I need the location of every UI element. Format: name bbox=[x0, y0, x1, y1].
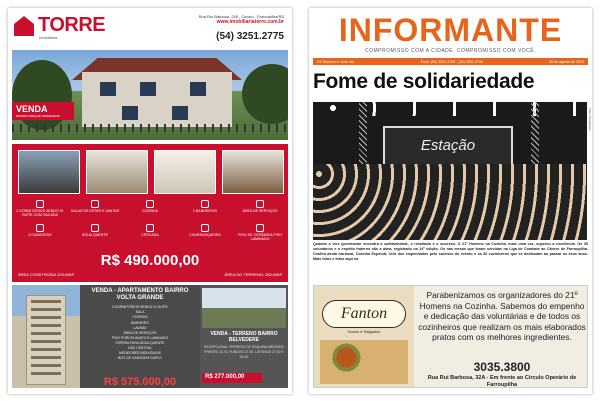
feature-item bbox=[124, 200, 176, 213]
venda-badge bbox=[12, 102, 74, 120]
stage-sign: Estação bbox=[383, 126, 513, 166]
bed-icon bbox=[36, 200, 44, 208]
right-page-newspaper bbox=[309, 8, 592, 394]
logo-sub: Imobiliária bbox=[39, 35, 58, 40]
area-built: ÁREA CONSTRUÍDA 220,00M² bbox=[18, 272, 75, 277]
house-logo-icon bbox=[14, 16, 34, 36]
fanton-ad bbox=[313, 285, 588, 388]
ad-address: Rua Rui Barbosa, 32A - Em frente ao Círculo Operário de Farroupilha bbox=[427, 375, 577, 388]
food-photo bbox=[320, 340, 408, 384]
fanton-logo: Fanton bbox=[322, 300, 406, 328]
apartment-title: VENDA - APARTAMENTO BAIRRO VOLTA GRANDE bbox=[91, 288, 189, 301]
thumb-photo-living bbox=[86, 150, 148, 194]
torre-logo bbox=[14, 14, 104, 42]
land-photo bbox=[202, 288, 286, 328]
sofa-icon bbox=[91, 200, 99, 208]
feature-label: PISO DE CERÂMICA PISO LAMINADO bbox=[238, 233, 282, 242]
water-icon bbox=[91, 224, 99, 232]
ad-header bbox=[8, 8, 292, 48]
venda-badge-label: VENDA bbox=[16, 104, 48, 114]
issue-date: 28 de agosto de 2019 bbox=[549, 59, 584, 64]
feature-label: CHURRASQUEIRA bbox=[189, 233, 221, 237]
apartment-feature: 3 DORMITÓRIOS SENDO 01 SUÍTE bbox=[112, 305, 168, 310]
thumb-photo-room bbox=[222, 150, 284, 194]
left-page-real-estate-ad bbox=[8, 8, 292, 394]
ad-image-panel bbox=[314, 286, 414, 387]
feature-item bbox=[69, 224, 121, 237]
apartment-listing bbox=[84, 288, 196, 388]
photo-caption: Quando o vice governador encontra a solidariedade, o resultado é o sucesso. O 21º Homens na Cozinha, mais uma vez, superou a excelência. Os 35 voluntários e o espírito fraterno são a alma, registrado na 14ª edição. Os nas mesas que foram servidas na Liga de Combate ao Câncer de Farroupilha. Confira ainda nacional, Cozinha Especial, Unir dos empenhados pelo sucesso do evento e os 30 cozinheiros que se dedicaram ao passar os seus anos. Mais fotos e fotos aqui na bbox=[313, 242, 588, 261]
feature-label: 2 GARAGENS bbox=[28, 233, 52, 237]
land-price: R$ 277.000,00 bbox=[202, 373, 262, 383]
headline bbox=[313, 70, 588, 94]
feature-item bbox=[14, 224, 66, 237]
event-photo bbox=[313, 102, 587, 240]
feature-item bbox=[179, 224, 231, 237]
fanton-sub: Doces e Salgados bbox=[347, 329, 381, 334]
feature-item bbox=[179, 200, 231, 213]
laundry-icon bbox=[256, 200, 264, 208]
venda-badge-sub: BAIRRO PARQUE IMPERADOR bbox=[16, 114, 60, 118]
apartment-feature: COZINHA bbox=[132, 315, 148, 320]
crowd-graphic bbox=[313, 164, 587, 240]
listing-panel bbox=[12, 144, 288, 282]
feature-item bbox=[234, 224, 286, 242]
photo-credit: Foto: Divulgação bbox=[588, 108, 592, 131]
feature-item bbox=[234, 200, 286, 213]
tagline: COMPROMISSO COM A CIDADE. COMPROMISSO COM VOCÊ. bbox=[364, 48, 536, 54]
apartment-price: R$ 575.000,00 bbox=[103, 376, 177, 388]
feature-label: COZINHA bbox=[141, 209, 159, 213]
apartment-feature: BANHEIRO bbox=[131, 320, 149, 325]
apartment-feature: ESPERA PARA ÁGUA QUENTE bbox=[115, 340, 165, 345]
apartment-feature: SALA bbox=[135, 310, 145, 315]
apartment-feature: ÁREA DE SERVIÇOS bbox=[123, 330, 157, 335]
contact-phone: (54) 3251.2775 bbox=[216, 31, 284, 42]
car-icon bbox=[36, 224, 44, 232]
feature-label: 3 DORMITÓRIOS SENDO 01 SUÍTE COM SACADA bbox=[16, 209, 64, 218]
contact-address: Rua Rui Barbosa, 245 - Centro - Farroupilha/RS bbox=[198, 14, 284, 19]
land-description: EXCEPCIONAL TERRENO DE ESQUINA MEDINDO FRENTE 15,70, FUNDOS 17,00, LATERAIS 27,00 E 30,00 bbox=[203, 345, 285, 359]
apartment-feature: GÁS CENTRAL bbox=[128, 346, 152, 351]
feature-item bbox=[14, 200, 66, 218]
kitchen-icon bbox=[146, 200, 154, 208]
land-listing bbox=[200, 285, 288, 388]
feature-label: ÁGUA QUENTE bbox=[82, 233, 108, 237]
feature-label: 2 BANHEIROS bbox=[192, 209, 218, 213]
area-land: ÁREA DO TERRENO: 260,00M² bbox=[224, 272, 282, 277]
tree-graphic bbox=[242, 64, 288, 124]
apartment-feature: PISO PORCELANATO E LAMINADO bbox=[111, 335, 169, 340]
apartment-feature: MEDIDORES INDIVIDUAIS bbox=[119, 351, 161, 356]
stage-lights-graphic bbox=[313, 102, 587, 116]
house-photo bbox=[12, 50, 288, 140]
masthead: INFORMANTE bbox=[338, 12, 563, 48]
feature-item bbox=[124, 224, 176, 237]
apartment-feature: BOX DE GARAGEM DUPLO bbox=[118, 356, 162, 361]
apartment-photo bbox=[12, 285, 80, 388]
contact-website: www.imobiliariatorre.com.br bbox=[216, 19, 284, 25]
bottom-listings bbox=[12, 285, 288, 388]
ad-phone: 3035.3800 bbox=[473, 360, 531, 374]
issue-number: XX Número x • Ano xxx bbox=[317, 59, 355, 64]
apartment-features bbox=[84, 305, 196, 361]
land-title: VENDA - TERRENO BAIRRO BELVEDERE bbox=[210, 331, 278, 343]
feature-label: SALAS DE ESTAR E JANTAR bbox=[70, 209, 120, 213]
bath-icon bbox=[201, 200, 209, 208]
issue-phone: Fone: (54) 3261.2745 - (54) 3261.2745 bbox=[420, 59, 483, 64]
feature-item bbox=[69, 200, 121, 213]
house-graphic bbox=[82, 72, 232, 127]
ad-message: Parabenizamos os organizadores do 21º Homens na Cozinha. Sabemos do empenho e dedicação das voluntárias e de todos os cozinheiros que realizam os mais elaborados pratos com os melhores ingredientes. bbox=[418, 290, 586, 342]
thumb-photo-exterior bbox=[18, 150, 80, 194]
logo-name: TORRE bbox=[38, 14, 106, 36]
headline-bold: solidariedade bbox=[402, 70, 535, 93]
fence-graphic bbox=[12, 124, 288, 132]
feature-label: CERCADA bbox=[141, 233, 159, 237]
issue-info-bar bbox=[313, 58, 588, 65]
house-price: R$ 490.000,00 bbox=[100, 252, 200, 269]
floor-icon bbox=[256, 224, 264, 232]
feature-label: ÁREA DE SERVIÇOS bbox=[242, 209, 278, 213]
thumb-photo-kitchen bbox=[154, 150, 216, 194]
apartment-feature: LAVABO bbox=[133, 325, 147, 330]
grill-icon bbox=[201, 224, 209, 232]
headline-plain: Fome de bbox=[313, 70, 403, 93]
contact-block bbox=[144, 14, 284, 42]
area-info bbox=[18, 272, 282, 277]
fence-icon bbox=[146, 224, 154, 232]
